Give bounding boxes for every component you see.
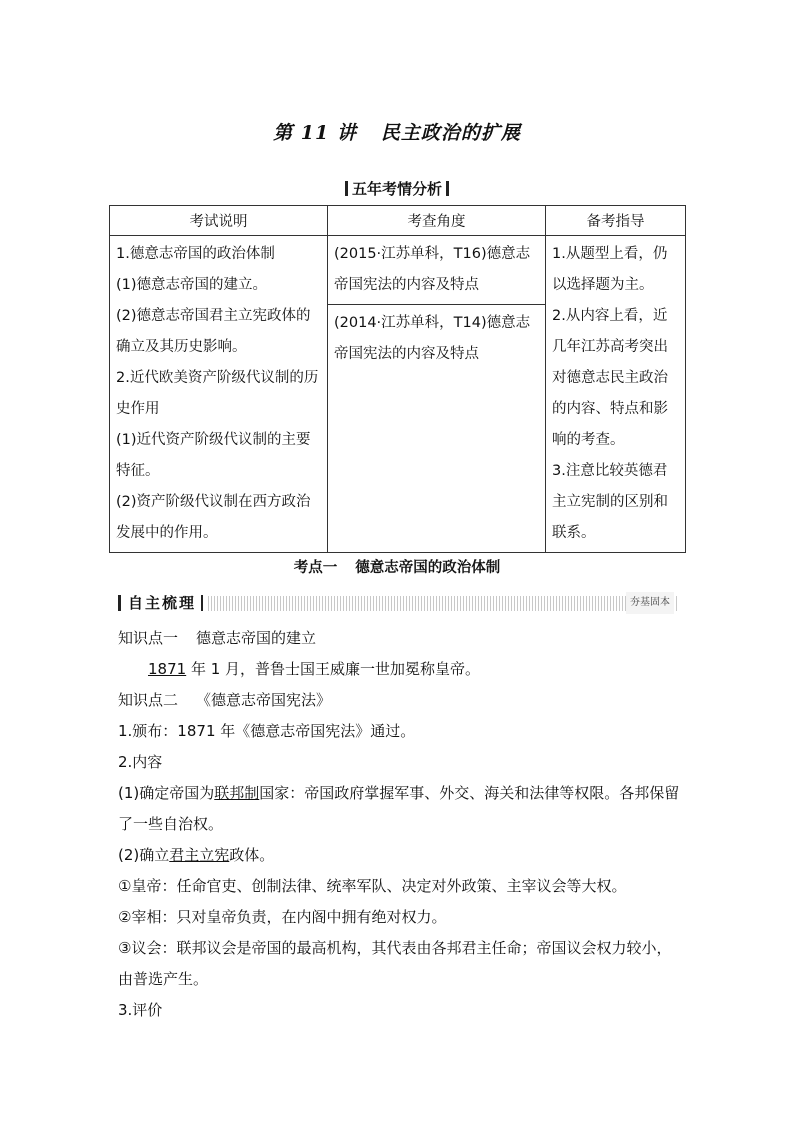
paragraph: (1)确定帝国为联邦制国家：帝国政府掌握军事、外交、海关和法律等权限。各邦保留了一些自治权。 <box>118 784 680 833</box>
desc-item: (1)德意志帝国的建立。 <box>116 277 268 293</box>
exam-point-heading: 考点一 德意志帝国的政治体制 <box>293 560 501 576</box>
section-tag: 夯基固本 <box>626 592 674 614</box>
paragraph: 1871 年 1 月，普鲁士国王威廉一世加冕称皇帝。 <box>148 660 481 678</box>
section-banner <box>118 592 678 614</box>
exam-angle-cell <box>328 236 546 553</box>
knowledge-point-2: 知识点二 《德意志帝国宪法》 <box>118 691 332 709</box>
desc-item: 1.德意志帝国的政治体制 <box>116 246 275 262</box>
angle-item: (2015·江苏单科，T16)德意志帝国宪法的内容及特点 <box>328 236 545 305</box>
paragraph: (2)确立君主立宪政体。 <box>118 846 275 864</box>
exam-description-cell <box>110 236 328 553</box>
desc-item: (2)德意志帝国君主立宪政体的确立及其历史影响。 <box>116 308 311 355</box>
page-title <box>0 118 794 145</box>
section-label: 自主梳理 <box>128 594 197 612</box>
paragraph: 3.评价 <box>118 1001 163 1019</box>
guide-item: 3.注意比较英德君主立宪制的区别和联系。 <box>552 463 668 541</box>
analysis-heading: 五年考情分析 <box>0 178 794 199</box>
desc-item: (1)近代资产阶级代议制的主要特征。 <box>116 432 311 479</box>
header-prep-guide: 备考指导 <box>546 206 686 236</box>
table-header-row <box>110 206 686 236</box>
guide-item: 1.从题型上看，仍以选择题为主。 <box>552 246 668 293</box>
exam-analysis-table <box>109 205 686 553</box>
paragraph: 2.内容 <box>118 753 163 771</box>
paragraph: ②宰相：只对皇帝负责，在内阁中拥有绝对权力。 <box>118 908 447 926</box>
lecture-topic: 民主政治的扩展 <box>380 122 521 144</box>
header-exam-description: 考试说明 <box>110 206 328 236</box>
table-row <box>110 236 686 553</box>
prep-guide-cell <box>546 236 686 553</box>
desc-item: 2.近代欧美资产阶级代议制的历史作用 <box>116 370 319 417</box>
paragraph: 1.颁布：1871 年《德意志帝国宪法》通过。 <box>118 722 416 740</box>
desc-item: (2)资产阶级代议制在西方政治发展中的作用。 <box>116 494 311 541</box>
paragraph: ①皇帝：任命官吏、创制法律、统率军队、决定对外政策、主宰议会等大权。 <box>118 877 627 895</box>
content-body <box>118 623 683 1026</box>
guide-item: 2.从内容上看，近几年江苏高考突出对德意志民主政治的内容、特点和影响的考查。 <box>552 308 668 448</box>
knowledge-point-1: 知识点一 德意志帝国的建立 <box>118 629 317 647</box>
header-exam-angle: 考查角度 <box>328 206 546 236</box>
angle-item: (2014·江苏单科，T14)德意志帝国宪法的内容及特点 <box>334 315 531 362</box>
lecture-number: 第 11 讲 <box>273 122 357 144</box>
paragraph: ③议会：联邦议会是帝国的最高机构，其代表由各邦君主任命；帝国议会权力较小，由普选产生。 <box>118 939 672 988</box>
